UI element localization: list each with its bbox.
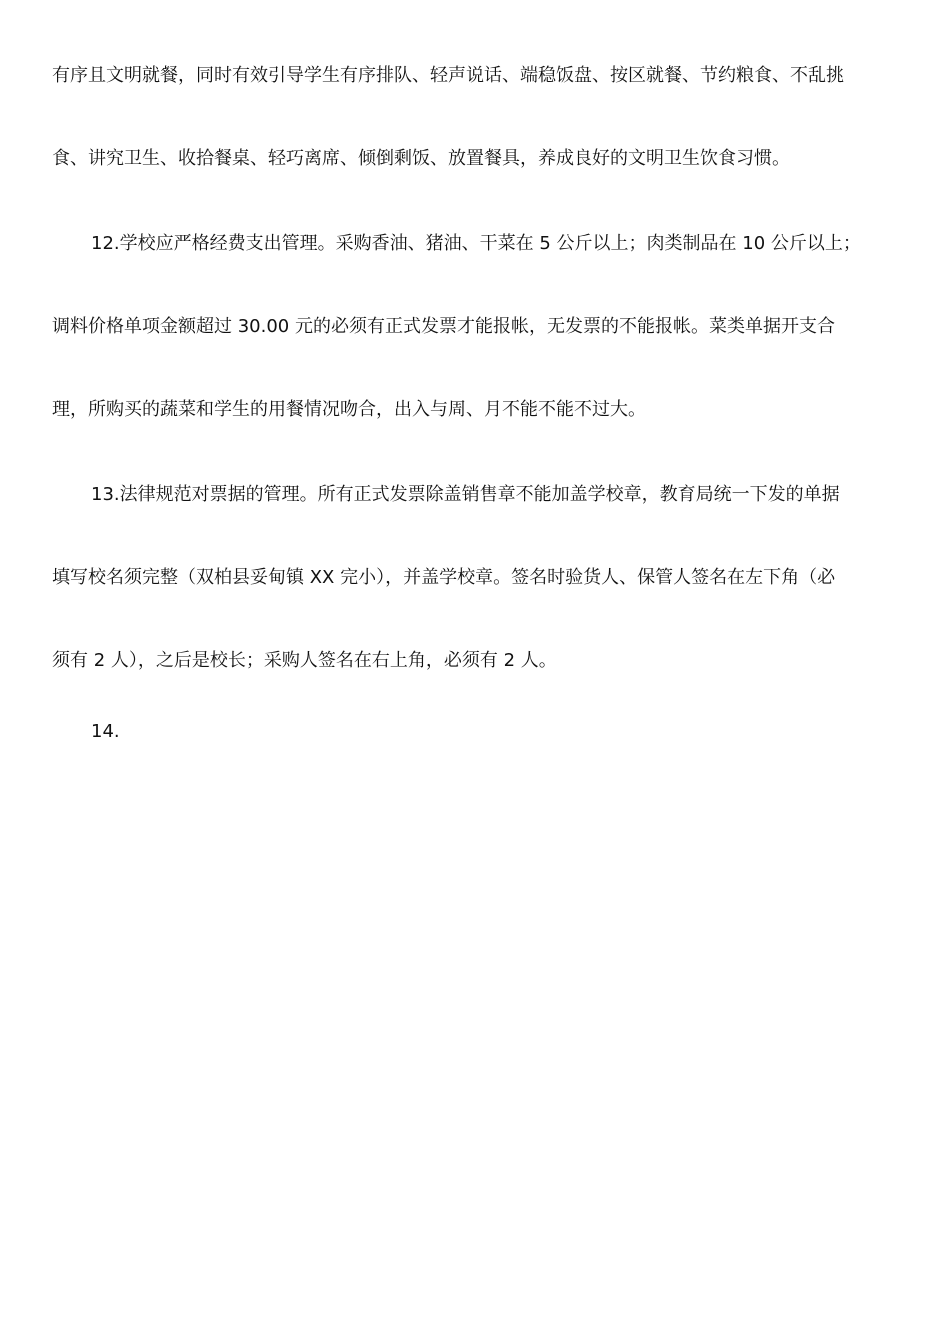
paragraph-2-line-2: 调料价格单项金额超过 30.00 元的必须有正式发票才能报帐，无发票的不能报帐。菜类单据开支合 <box>52 316 835 337</box>
paragraph-1-line-2: 食、讲究卫生、收拾餐桌、轻巧离席、倾倒剩饭、放置餐具，养成良好的文明卫生饮食习惯。 <box>52 148 790 169</box>
paragraph-2-line-1: 12.学校应严格经费支出管理。采购香油、猪油、干菜在 5 公斤以上；肉类制品在 10 公斤以上； <box>91 233 861 254</box>
paragraph-4-line-1: 14. <box>91 721 120 742</box>
paragraph-1-line-1: 有序且文明就餐，同时有效引导学生有序排队、轻声说话、端稳饭盘、按区就餐、节约粮食、不乱挑 <box>52 65 844 86</box>
paragraph-2-line-3: 理，所购买的蔬菜和学生的用餐情况吻合，出入与周、月不能不能不过大。 <box>52 399 646 420</box>
paragraph-3-line-1: 13.法律规范对票据的管理。所有正式发票除盖销售章不能加盖学校章，教育局统一下发的单据 <box>91 484 840 505</box>
paragraph-3-line-2: 填写校名须完整（双柏县妥甸镇 XX 完小），并盖学校章。签名时验货人、保管人签名在左下角（必 <box>52 567 836 588</box>
paragraph-3-line-3: 须有 2 人），之后是校长；采购人签名在右上角，必须有 2 人。 <box>52 650 557 671</box>
